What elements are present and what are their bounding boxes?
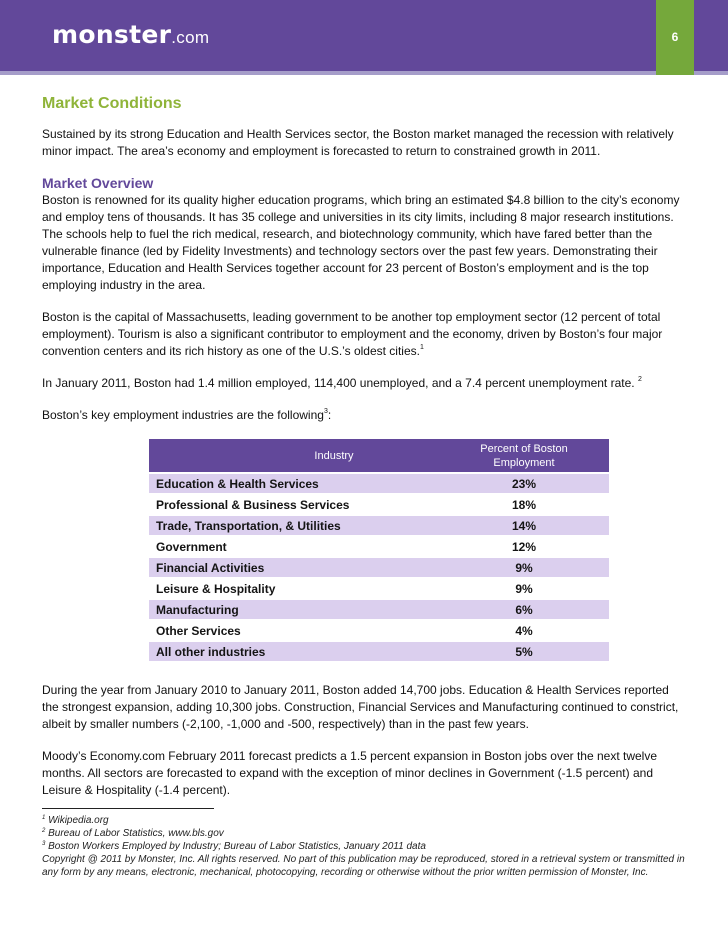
overview-paragraph-4-end: :	[327, 408, 332, 422]
overview-paragraph-4	[42, 407, 687, 424]
table-row	[149, 495, 609, 514]
logo-suffix: .com	[171, 28, 210, 47]
market-conditions-heading: Market Conditions	[42, 95, 182, 112]
jobs-change-paragraph: During the year from January 2010 to January 2011, Boston added 14,700 jobs. Education & Health Services reported the strongest expansion, adding 10,300 jobs. Construction, Financial Services and Manufacturing continued to constrict, albeit by smaller numbers (-2,100, -1,000 and -500, respectively) than in the past few years.	[42, 683, 679, 731]
row-edge	[599, 495, 609, 514]
table-row	[149, 474, 609, 493]
percent-cell: 23%	[469, 474, 599, 493]
footnotes	[42, 808, 687, 879]
monster-logo	[52, 20, 209, 49]
column-header-percent: Percent of Boston Employment	[469, 439, 599, 472]
percent-cell: 5%	[469, 642, 599, 661]
header-band	[0, 0, 728, 75]
overview-paragraph-2	[42, 309, 687, 360]
footnote-ref-1: 1	[419, 344, 424, 351]
industry-table	[149, 437, 609, 663]
market-conditions-text: Sustained by its strong Education and Health Services sector, the Boston market managed the recession with relatively minor impact. The area’s economy and employment is forecasted to return to constrained growth in 2011.	[42, 127, 674, 158]
market-overview-heading: Market Overview	[42, 175, 154, 191]
footnote-text: Boston Workers Employed by Industry; Bureau of Labor Statistics, January 2011 data	[48, 841, 426, 852]
table-row	[149, 621, 609, 640]
table-row	[149, 579, 609, 598]
header-edge	[599, 439, 609, 472]
industry-cell: Financial Activities	[149, 558, 469, 577]
percent-cell: 14%	[469, 516, 599, 535]
percent-cell: 9%	[469, 579, 599, 598]
industry-cell: Leisure & Hospitality	[149, 579, 469, 598]
percent-cell: 6%	[469, 600, 599, 619]
copyright-notice: Copyright @ 2011 by Monster, Inc. All rights reserved. No part of this publication may be reproduced, stored in a retrieval system or transmitted in any form by any means, electronic, mechanical, photocopying, recording or otherwise without the prior written permission of Monster, Inc.	[42, 854, 685, 878]
table-row	[149, 537, 609, 556]
percent-cell: 18%	[469, 495, 599, 514]
footnote-number: 3	[42, 841, 46, 847]
table-row	[149, 642, 609, 661]
table-row	[149, 600, 609, 619]
industry-cell: Professional & Business Services	[149, 495, 469, 514]
table-row	[149, 558, 609, 577]
row-edge	[599, 474, 609, 493]
industry-cell: Government	[149, 537, 469, 556]
footnote-ref-3: 3	[323, 408, 328, 415]
footnote-number: 2	[42, 828, 46, 834]
row-edge	[599, 600, 609, 619]
main-content	[42, 95, 687, 814]
row-edge	[599, 642, 609, 661]
footnote-3	[42, 840, 687, 853]
overview-paragraph-4-text: Boston’s key employment industries are the following	[42, 408, 324, 422]
industry-cell: Trade, Transportation, & Utilities	[149, 516, 469, 535]
overview-paragraph-3-text: In January 2011, Boston had 1.4 million employed, 114,400 unemployed, and a 7.4 percent unemployment rate.	[42, 376, 635, 390]
footnote-text: Bureau of Labor Statistics, www.bls.gov	[48, 828, 224, 839]
industry-cell: Manufacturing	[149, 600, 469, 619]
footnote-2	[42, 827, 687, 840]
overview-paragraph-1: Boston is renowned for its quality higher education programs, which bring an estimated $4.8 billion to the city’s economy and employ tens of thousands. It has 35 college and universities in its city limits, including 8 major research institutions. The schools help to fuel the rich medical, research, and biotechnology community, which have fared better than the vulnerable finance (led by Fidelity Investments) and technology sectors over the past few years. Demonstrating their importance, Education and Health Services together account for 23 percent of Boston’s employment and is the top employing industry in the area.	[42, 193, 680, 292]
row-edge	[599, 621, 609, 640]
footnote-ref-2: 2	[637, 376, 642, 383]
logo-main: monster	[52, 20, 172, 49]
footnote-text: Wikipedia.org	[48, 815, 109, 826]
percent-cell: 9%	[469, 558, 599, 577]
footnote-1	[42, 814, 687, 827]
overview-paragraph-3	[42, 375, 687, 392]
row-edge	[599, 558, 609, 577]
industry-cell: Other Services	[149, 621, 469, 640]
after-table-section	[42, 682, 687, 799]
percent-cell: 4%	[469, 621, 599, 640]
industry-cell: All other industries	[149, 642, 469, 661]
footnote-divider	[42, 808, 214, 809]
footnote-number: 1	[42, 815, 46, 821]
forecast-paragraph: Moody’s Economy.com February 2011 forecast predicts a 1.5 percent expansion in Boston jobs over the next twelve months. All sectors are forecasted to expand with the exception of minor declines in Government (-1.5 percent) and Leisure & Hospitality (-1.4 percent).	[42, 749, 657, 797]
overview-paragraph-2-text: Boston is the capital of Massachusetts, leading government to be another top employment sector (12 percent of total employment). Tourism is also a significant contributor to employment and the economy, driven by Boston’s four major convention centers and its rich history as one of the U.S.’s oldest cities.	[42, 310, 663, 358]
industry-cell: Education & Health Services	[149, 474, 469, 493]
row-edge	[599, 537, 609, 556]
row-edge	[599, 516, 609, 535]
column-header-industry: Industry	[149, 439, 469, 472]
table-row	[149, 516, 609, 535]
row-edge	[599, 579, 609, 598]
percent-cell: 12%	[469, 537, 599, 556]
table-header-row	[149, 439, 609, 472]
page-number: 6	[656, 0, 694, 75]
